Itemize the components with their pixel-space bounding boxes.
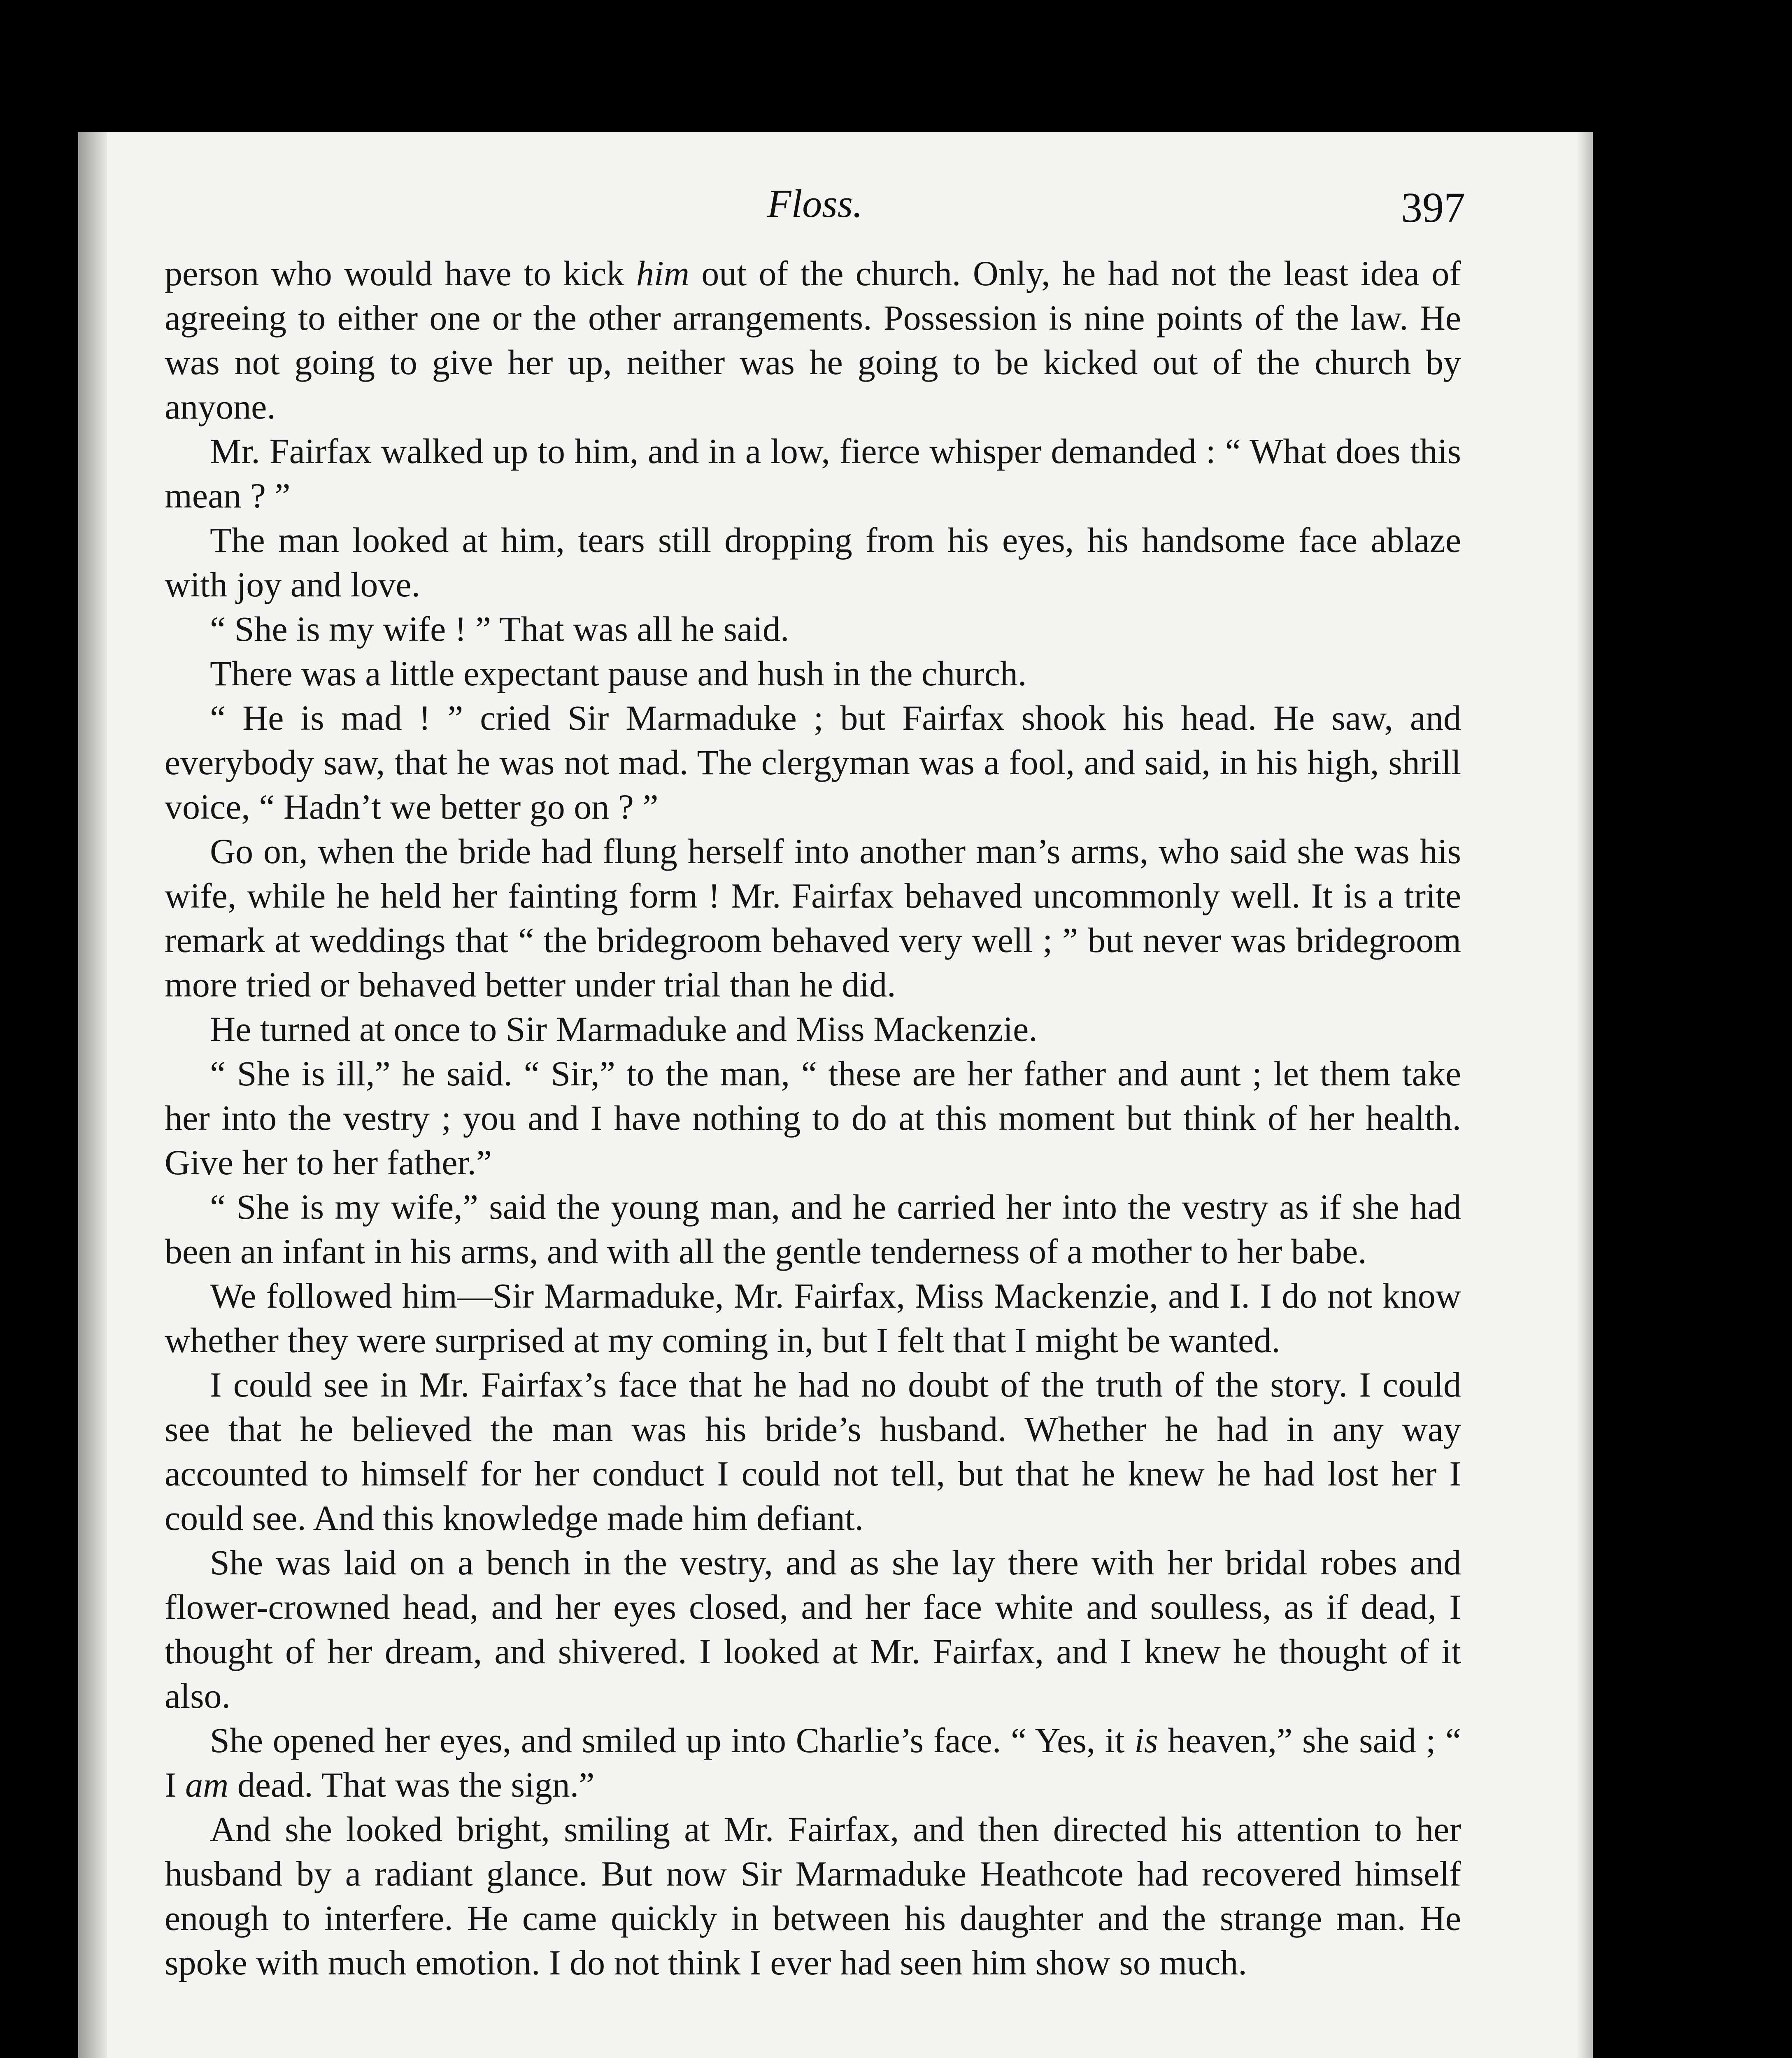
italic-text: am xyxy=(185,1765,229,1804)
paragraph-text: dead. That was the sign.” xyxy=(228,1765,595,1804)
paragraph-text: I could see in Mr. Fairfax’s face that he had no doubt of the truth of the story. I could see that he believed the man was his bride’s husband. Whether he had in any way accounted to himself for her conduct I could not tell, but that he knew he had lost her I could see. And this knowledge made him defiant. xyxy=(165,1365,1461,1538)
paragraph-text: And she looked bright, smiling at Mr. Fairfax, and then directed his attention to her husband by a radiant glance. But now Sir Marmaduke Heathcote had recovered himself enough to interfere. He came quickly in between his daughter and the strange man. He spoke with much emotion. I do not think I ever had seen him show so much. xyxy=(165,1809,1461,1982)
paragraph xyxy=(165,251,1461,429)
paragraph xyxy=(165,1807,1461,1985)
page-number: 397 xyxy=(1401,184,1465,231)
paragraph xyxy=(165,1540,1461,1718)
paragraph xyxy=(165,607,1461,651)
paragraph xyxy=(165,829,1461,1007)
paragraph-text: Go on, when the bride had flung herself into another man’s arms, who said she was his wife, while he held her fainting form ! Mr. Fairfax behaved uncommonly well. It is a trite remark at weddings that “ the bridegroom behaved very well ; ” but never was bridegroom more tried or behaved better under trial than he did. xyxy=(165,831,1461,1004)
paragraph-text: “ She is my wife,” said the young man, and he carried her into the vestry as if she had been an infant in his arms, and with all the gentle tenderness of a mother to her babe. xyxy=(165,1187,1461,1271)
paragraph xyxy=(165,1362,1461,1540)
paragraph xyxy=(165,429,1461,518)
paragraph-text: He turned at once to Sir Marmaduke and Miss Mackenzie. xyxy=(210,1009,1038,1049)
page-edge-shadow xyxy=(1576,132,1593,2058)
paragraph-text: out of the church. Only, he had not the least idea of agreeing to either one or the other arrangements. Possession is nine points of the law. He was not going to give her up, neither was he going to be kicked out of the church by anyone. xyxy=(165,254,1462,426)
page-gutter-shadow xyxy=(78,132,107,2058)
paragraph-text: heaven,” she said ; “ I xyxy=(165,1720,1461,1804)
paragraph xyxy=(165,1718,1461,1807)
paragraph xyxy=(165,1273,1461,1362)
paragraph xyxy=(165,696,1461,829)
paragraph xyxy=(165,518,1461,607)
paragraph xyxy=(165,651,1461,696)
paragraph xyxy=(165,1185,1461,1273)
paragraph-text: There was a little expectant pause and hush in the church. xyxy=(210,654,1027,693)
italic-text: is xyxy=(1134,1720,1158,1760)
paragraph xyxy=(165,1051,1461,1185)
paragraph-text: person who would have to kick xyxy=(165,254,636,293)
italic-text: him xyxy=(636,254,689,293)
paragraph-text: “ He is mad ! ” cried Sir Marmaduke ; but Fairfax shook his head. He saw, and everybody saw, that he was not mad. The clergyman was a fool, and said, in his high, shrill voice, “ Hadn’t we better go on ? ” xyxy=(165,698,1461,826)
running-title: Floss. xyxy=(767,182,863,226)
paragraph-text: She was laid on a bench in the vestry, and as she lay there with her bridal robes and flower-crowned head, and her eyes closed, and her face white and soulless, as if dead, I thought of her dream, and shivered. I looked at Mr. Fairfax, and I knew he thought of it also. xyxy=(165,1543,1461,1716)
paragraph-text: “ She is ill,” he said. “ Sir,” to the man, “ these are her father and aunt ; let them take her into the vestry ; you and I have nothing to do at this moment but think of her health. Give her to her father.” xyxy=(165,1054,1461,1182)
paragraph-text: She opened her eyes, and smiled up into Charlie’s face. “ Yes, it xyxy=(210,1720,1135,1760)
paragraph-text: We followed him—Sir Marmaduke, Mr. Fairfax, Miss Mackenzie, and I. I do not know whether they were surprised at my coming in, but I felt that I might be wanted. xyxy=(165,1276,1461,1360)
running-head xyxy=(165,177,1465,230)
paragraph-text: The man looked at him, tears still dropping from his eyes, his handsome face ablaze with joy and love. xyxy=(165,520,1461,604)
paragraph-text: “ She is my wife ! ” That was all he said. xyxy=(210,609,789,649)
paragraph xyxy=(165,1007,1461,1051)
paragraph-text: Mr. Fairfax walked up to him, and in a low, fierce whisper demanded : “ What does this mean ? ” xyxy=(165,431,1461,515)
body-text xyxy=(165,251,1461,1985)
